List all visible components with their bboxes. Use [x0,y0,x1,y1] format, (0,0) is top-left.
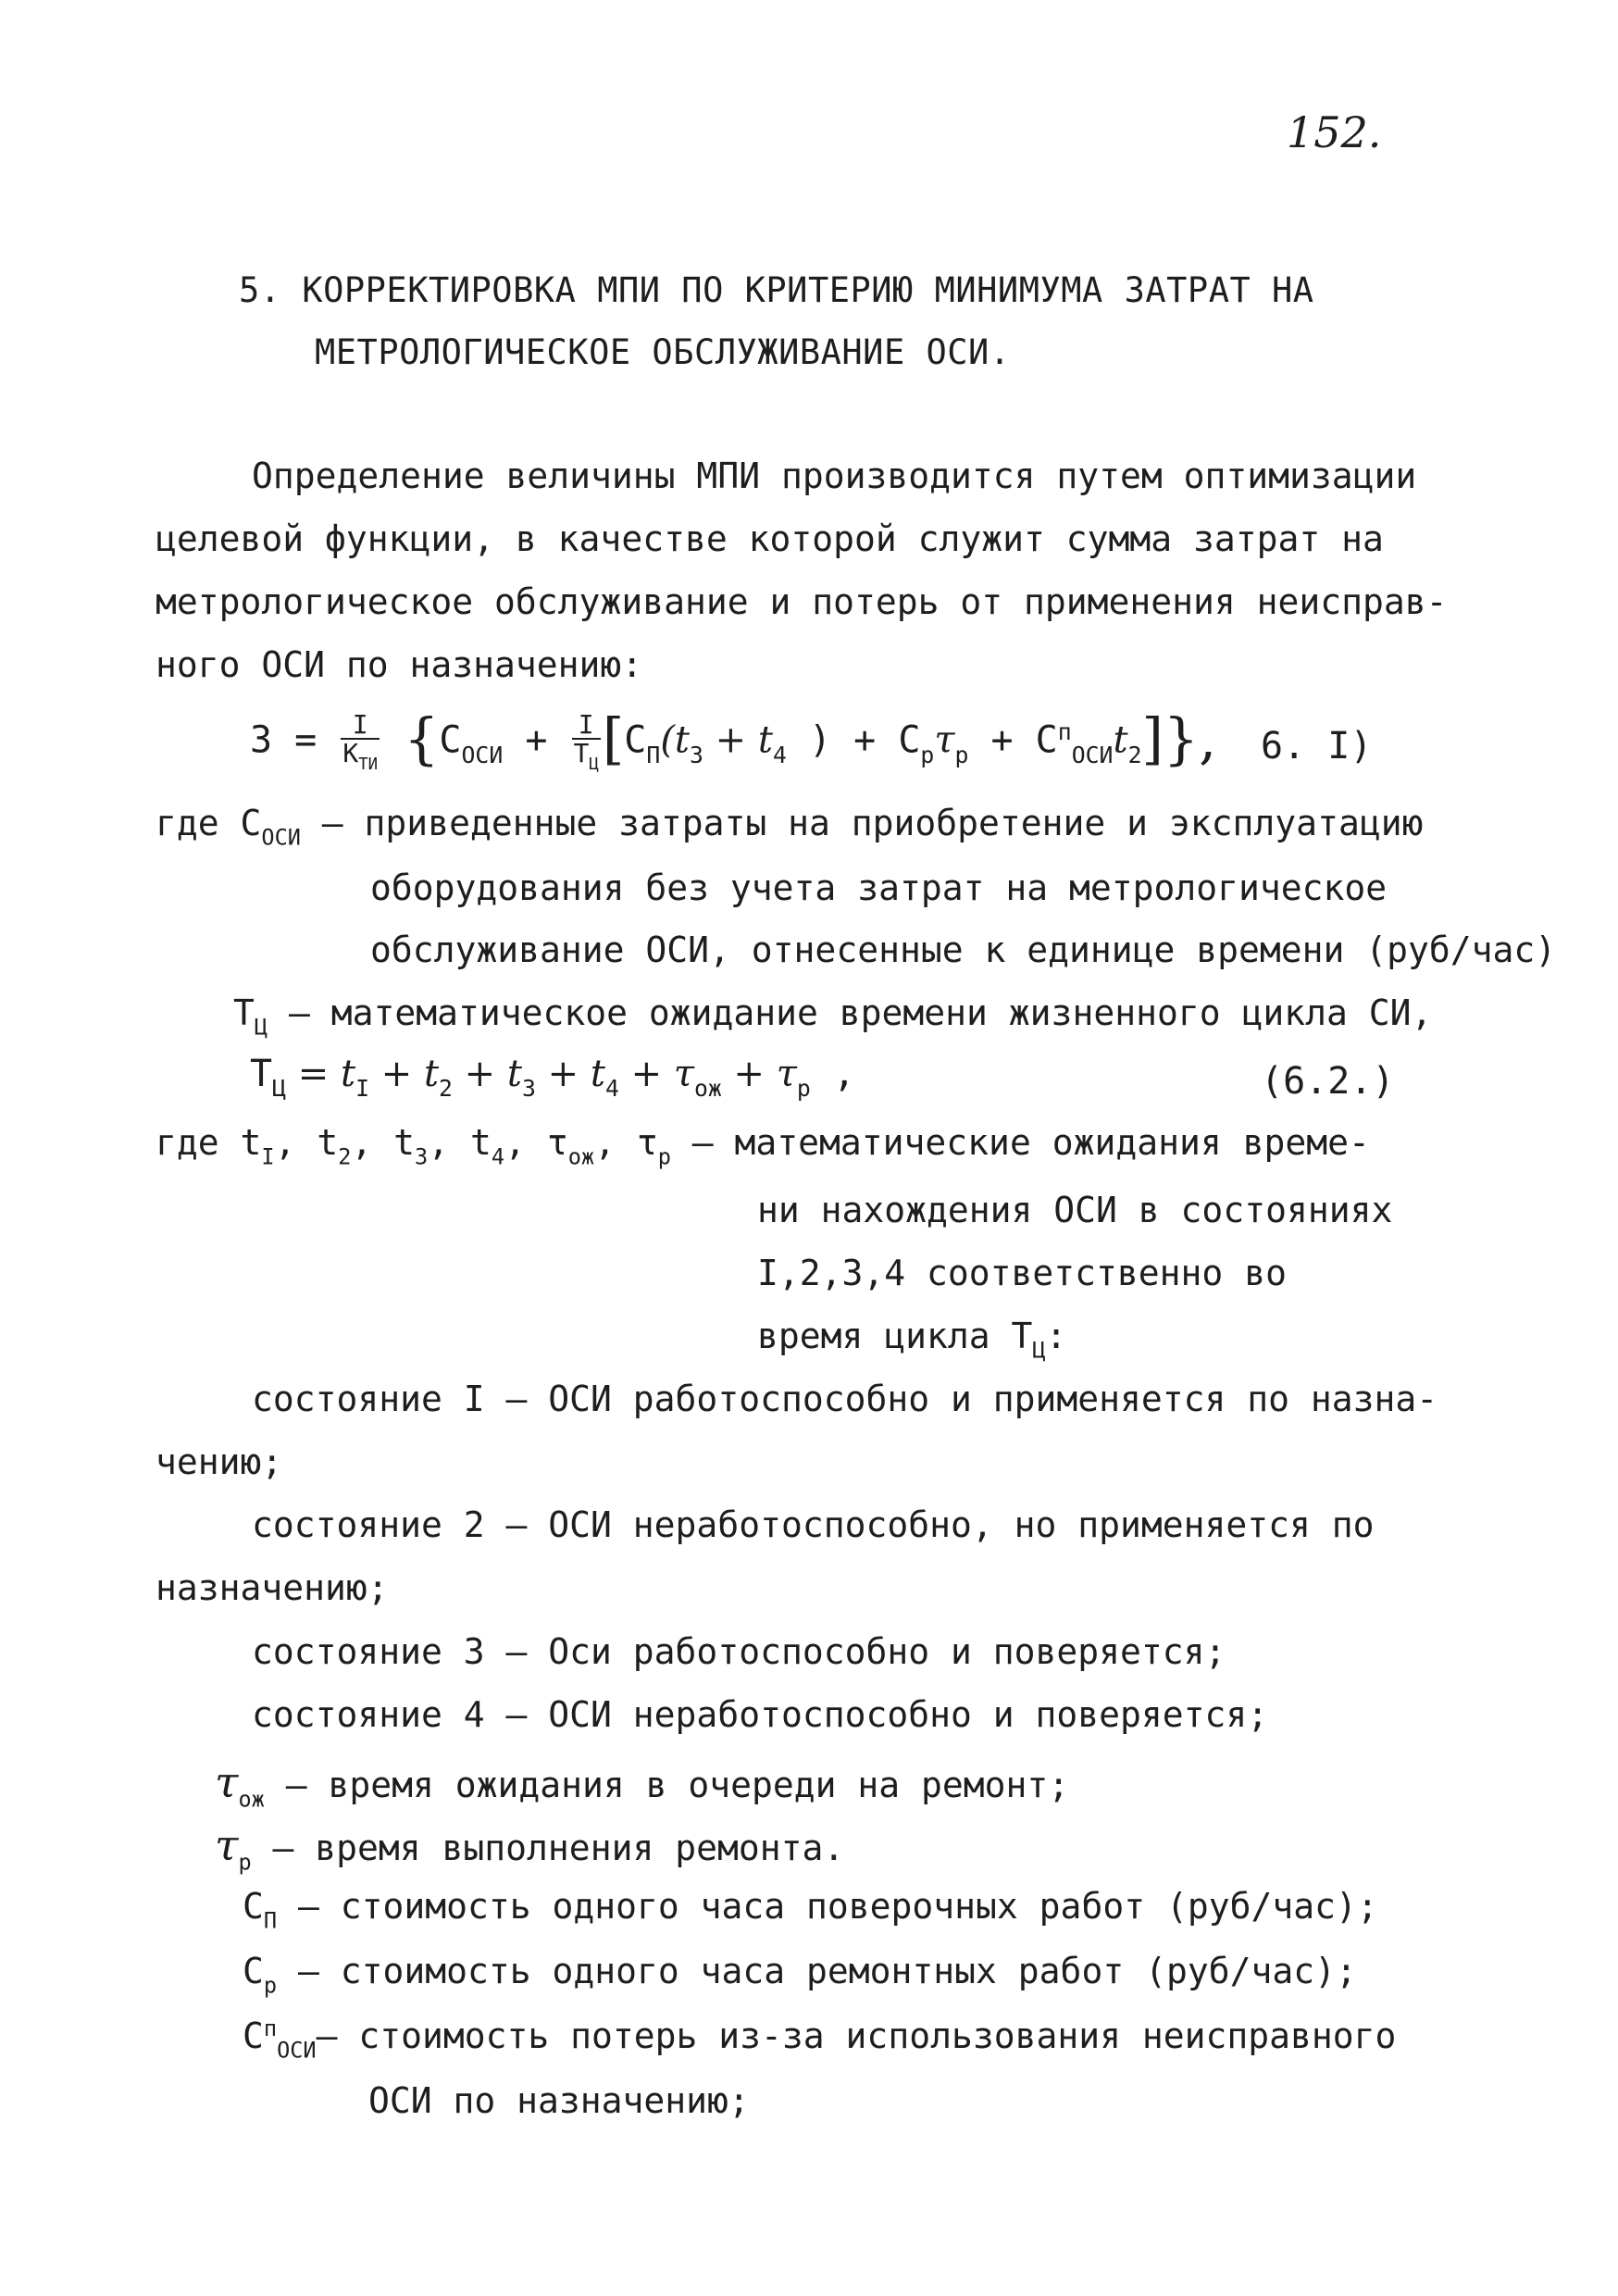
open-brace: { [404,706,440,772]
f62-pr: + τ [721,1053,797,1095]
cr-subscript: p [920,741,935,768]
cr-def-subscript: p [263,1972,278,1999]
fraction-1-over-kti [341,711,380,773]
where-t-line-1 [156,1122,1370,1170]
def-tau-p [215,1820,845,1876]
cp-subscript: П [646,741,661,768]
fraction-1-over-tc [572,711,601,773]
tc-subscript: Ц [254,1014,268,1041]
wt-line4-sub: Ц [1032,1337,1046,1364]
state-2-line-1: состояние 2 – ОСИ неработоспособно, но применяется по [252,1504,1375,1545]
def-cr [243,1953,1357,1997]
cp-def-symbol: C [243,1886,264,1927]
wt-s2: 2 [338,1143,352,1170]
tau-ozh-subscript: ож [238,1786,265,1813]
f62-t: T [250,1053,273,1095]
open-bracket: [ [602,706,625,772]
tc-text: – математическое ожидание времени жизненного цикла СИ, [268,992,1433,1033]
state-1-line-1: состояние I – ОСИ работоспособно и применяется по назна- [252,1379,1438,1419]
plus-sign: + [525,718,548,762]
where-t-line-3: I,2,3,4 соответственно во [757,1253,1287,1293]
tc-definition [233,992,1433,1041]
f62-s2: 2 [439,1075,453,1103]
t-subscript: Ц [589,755,599,775]
intro-line-2: целевой функции, в качестве которой служит сумма затрат на [156,518,1384,559]
f62-s4: 4 [604,1075,619,1103]
t4-subscript: 4 [772,741,787,768]
wt-prefix: где t [156,1122,262,1163]
def-cp [243,1886,1378,1934]
intro-line-3: метрологическое обслуживание и потерь от применения неисправ- [156,581,1448,622]
wt-cw: , τ [504,1122,568,1163]
where-cosi-line-2: оборудования без учета затрат на метрологическое [370,867,1388,908]
cr-def-symbol: C [243,1951,264,1991]
f62-sr: p [796,1075,811,1103]
f62-sw: ож [693,1075,722,1103]
where-cosi-line-1 [156,805,1423,849]
t3-subscript: 3 [690,741,703,768]
state-2-line-2: назначению; [156,1567,389,1608]
tc-symbol: T [233,992,255,1033]
cn-def-symbol: C [243,2015,264,2056]
tau-ozh-symbol: τ [215,1757,239,1807]
f62-p3: + t [452,1053,522,1095]
wt-s4: 4 [491,1143,505,1170]
section-heading-line1: 5. КОРРЕКТИРОВКА МПИ ПО КРИТЕРИЮ МИНИМУМА ЗАТРАТ НА [239,270,1314,310]
where-cosi-text: – приведенные затраты на приобретение и эксплуатацию [300,803,1424,843]
f62-s3: 3 [522,1075,536,1103]
state-3: состояние 3 – Оси работоспособно и поверяется; [252,1631,1226,1672]
state-1-line-2: чению; [156,1441,283,1482]
f62-s1: I [355,1075,369,1103]
formula-6-2-number: (6.2.) [1261,1060,1395,1103]
def-cn-line-2: ОСИ по назначению; [368,2080,750,2121]
wt-sw: ож [567,1143,595,1170]
wt-c2: , t [274,1122,339,1163]
tau-p-text: – время выполнения ремонта. [251,1828,845,1868]
where-cosi-line-3: обслуживание ОСИ, отнесенные к единице времени (руб/час) [370,930,1557,970]
c-osi-subscript: ОСИ [461,741,504,768]
closing-brackets: ]}, [1141,706,1217,772]
cp-def-text: – стоимость одного часа поверочных работ (руб/час); [277,1886,1378,1927]
c-symbol: C [439,718,462,762]
intro-line-1: Определение величины МПИ производится путем оптимизации [252,455,1417,496]
where-cosi-prefix: где C [156,803,262,843]
wt-sr: p [657,1143,671,1170]
fraction-numerator-2: I [572,711,601,740]
wt-s3: 3 [415,1143,429,1170]
t-symbol: T [573,738,590,769]
f62-eq: = t [286,1053,356,1095]
fraction-numerator: I [341,711,380,740]
t3-open: (t [660,718,691,762]
tau-p-symbol: τ [215,1820,239,1870]
wt-c4: , t [428,1122,492,1163]
t2-symbol: t [1113,718,1128,762]
tau-ozh-text: – время ожидания в очереди на ремонт; [264,1765,1070,1805]
tau-subscript: p [954,741,969,768]
k-subscript: ТИ [358,755,379,775]
state-4: состояние 4 – ОСИ неработоспособно и поверяется; [252,1694,1269,1735]
wt-s1: I [261,1143,275,1170]
where-cosi-subscript: ОСИ [261,824,301,851]
f62-p4: + t [535,1053,605,1095]
close-paren-cr: ) + C [786,718,921,762]
fraction-denominator-2 [572,740,601,773]
intro-line-4: ного ОСИ по назначению: [156,644,643,685]
f62-tail: , [810,1053,856,1095]
def-tau-ozh [215,1757,1070,1813]
cn-superscript: п [1057,718,1072,746]
wt-line4-post: : [1045,1316,1067,1356]
where-t-line-2: ни нахождения ОСИ в состояниях [757,1190,1393,1230]
formula-6-2 [250,1055,855,1101]
f62-p2: + t [369,1053,440,1095]
wt-c3: , t [351,1122,416,1163]
cn-def-text: – стоимость потерь из-за использования неисправного [316,2015,1397,2056]
cp-symbol: C [624,718,647,762]
formula-6-1-number: 6. I) [1261,725,1373,767]
page-number: 152. [1287,107,1382,157]
k-symbol: K [342,738,359,769]
wt-line4-pre: время цикла T [757,1316,1033,1356]
t4-term: + t [703,718,773,762]
wt-text: – математические ожидания време- [670,1122,1370,1163]
wt-cr: , τ [594,1122,658,1163]
section-heading-line2: МЕТРОЛОГИЧЕСКОЕ ОБСЛУЖИВАНИЕ ОСИ. [315,332,1011,372]
cn-def-superscript: п [263,2015,278,2042]
cp-def-subscript: П [263,1907,278,1934]
t2-subscript: 2 [1127,741,1142,768]
tau-p-subscript: p [238,1849,252,1876]
f62-t-sub: Ц [272,1075,287,1103]
def-cn [243,2015,1397,2064]
formula-lhs: З = [250,718,317,762]
cn-def-subscript: ОСИ [277,2037,317,2064]
plus-cn: + C [968,718,1058,762]
fraction-denominator [341,740,380,773]
tau-symbol: τ [934,718,955,762]
cr-def-text: – стоимость одного часа ремонтных работ (руб/час); [277,1951,1357,1991]
where-t-line-4 [757,1318,1067,1362]
f62-pw: + τ [618,1053,694,1095]
cn-subscript: ОСИ [1071,741,1114,768]
formula-6-1 [250,706,1217,775]
